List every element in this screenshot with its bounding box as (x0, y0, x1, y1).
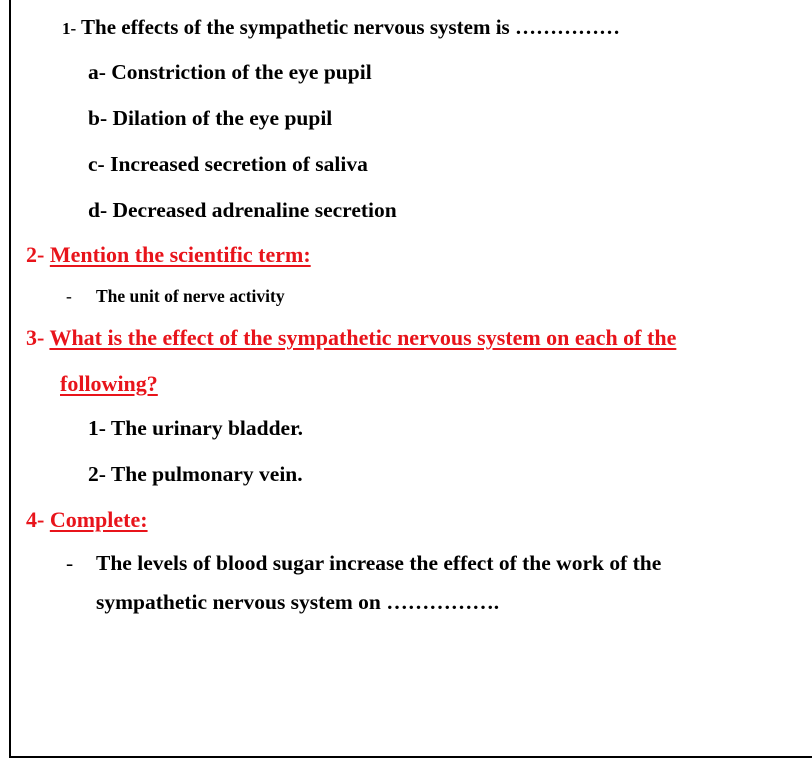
q3-item-2: 2- The pulmonary vein. (88, 462, 303, 486)
q2-title: Mention the scientific term: (49, 242, 311, 267)
q4-line1-text: The levels of blood sugar increase the effect of the work of the (96, 551, 662, 575)
q3-title-line2: following? (60, 371, 158, 396)
q3-heading-cont (60, 371, 158, 397)
q1-option-b: b- Dilation of the eye pupil (88, 106, 333, 130)
q2-dash: - (66, 286, 72, 306)
q2-item-text: The unit of nerve activity (96, 286, 285, 306)
q1-option-c: c- Increased secretion of saliva (88, 152, 368, 176)
q1-number: 1- (62, 19, 77, 38)
q4-line1 (66, 551, 661, 576)
q2-item (66, 286, 285, 307)
q1-option-d: d- Decreased adrenaline secretion (88, 198, 397, 222)
q4-dash: - (66, 551, 74, 575)
q3-item-1: 1- The urinary bladder. (88, 416, 304, 440)
q1-option-a: a- Constriction of the eye pupil (88, 60, 372, 84)
q2-heading (26, 242, 311, 268)
q3-title-line1: What is the effect of the sympathetic nervous system on each of the (49, 325, 677, 350)
q2-number: 2- (26, 242, 45, 267)
q1-text: The effects of the sympathetic nervous system is …………… (81, 15, 620, 39)
q4-line2: sympathetic nervous system on ……………. (96, 590, 500, 614)
q4-title: Complete: (49, 507, 148, 532)
q3-heading (26, 325, 676, 351)
q1-stem (62, 15, 620, 40)
q3-number: 3- (26, 325, 45, 350)
q4-heading (26, 507, 148, 533)
q4-number: 4- (26, 507, 45, 532)
